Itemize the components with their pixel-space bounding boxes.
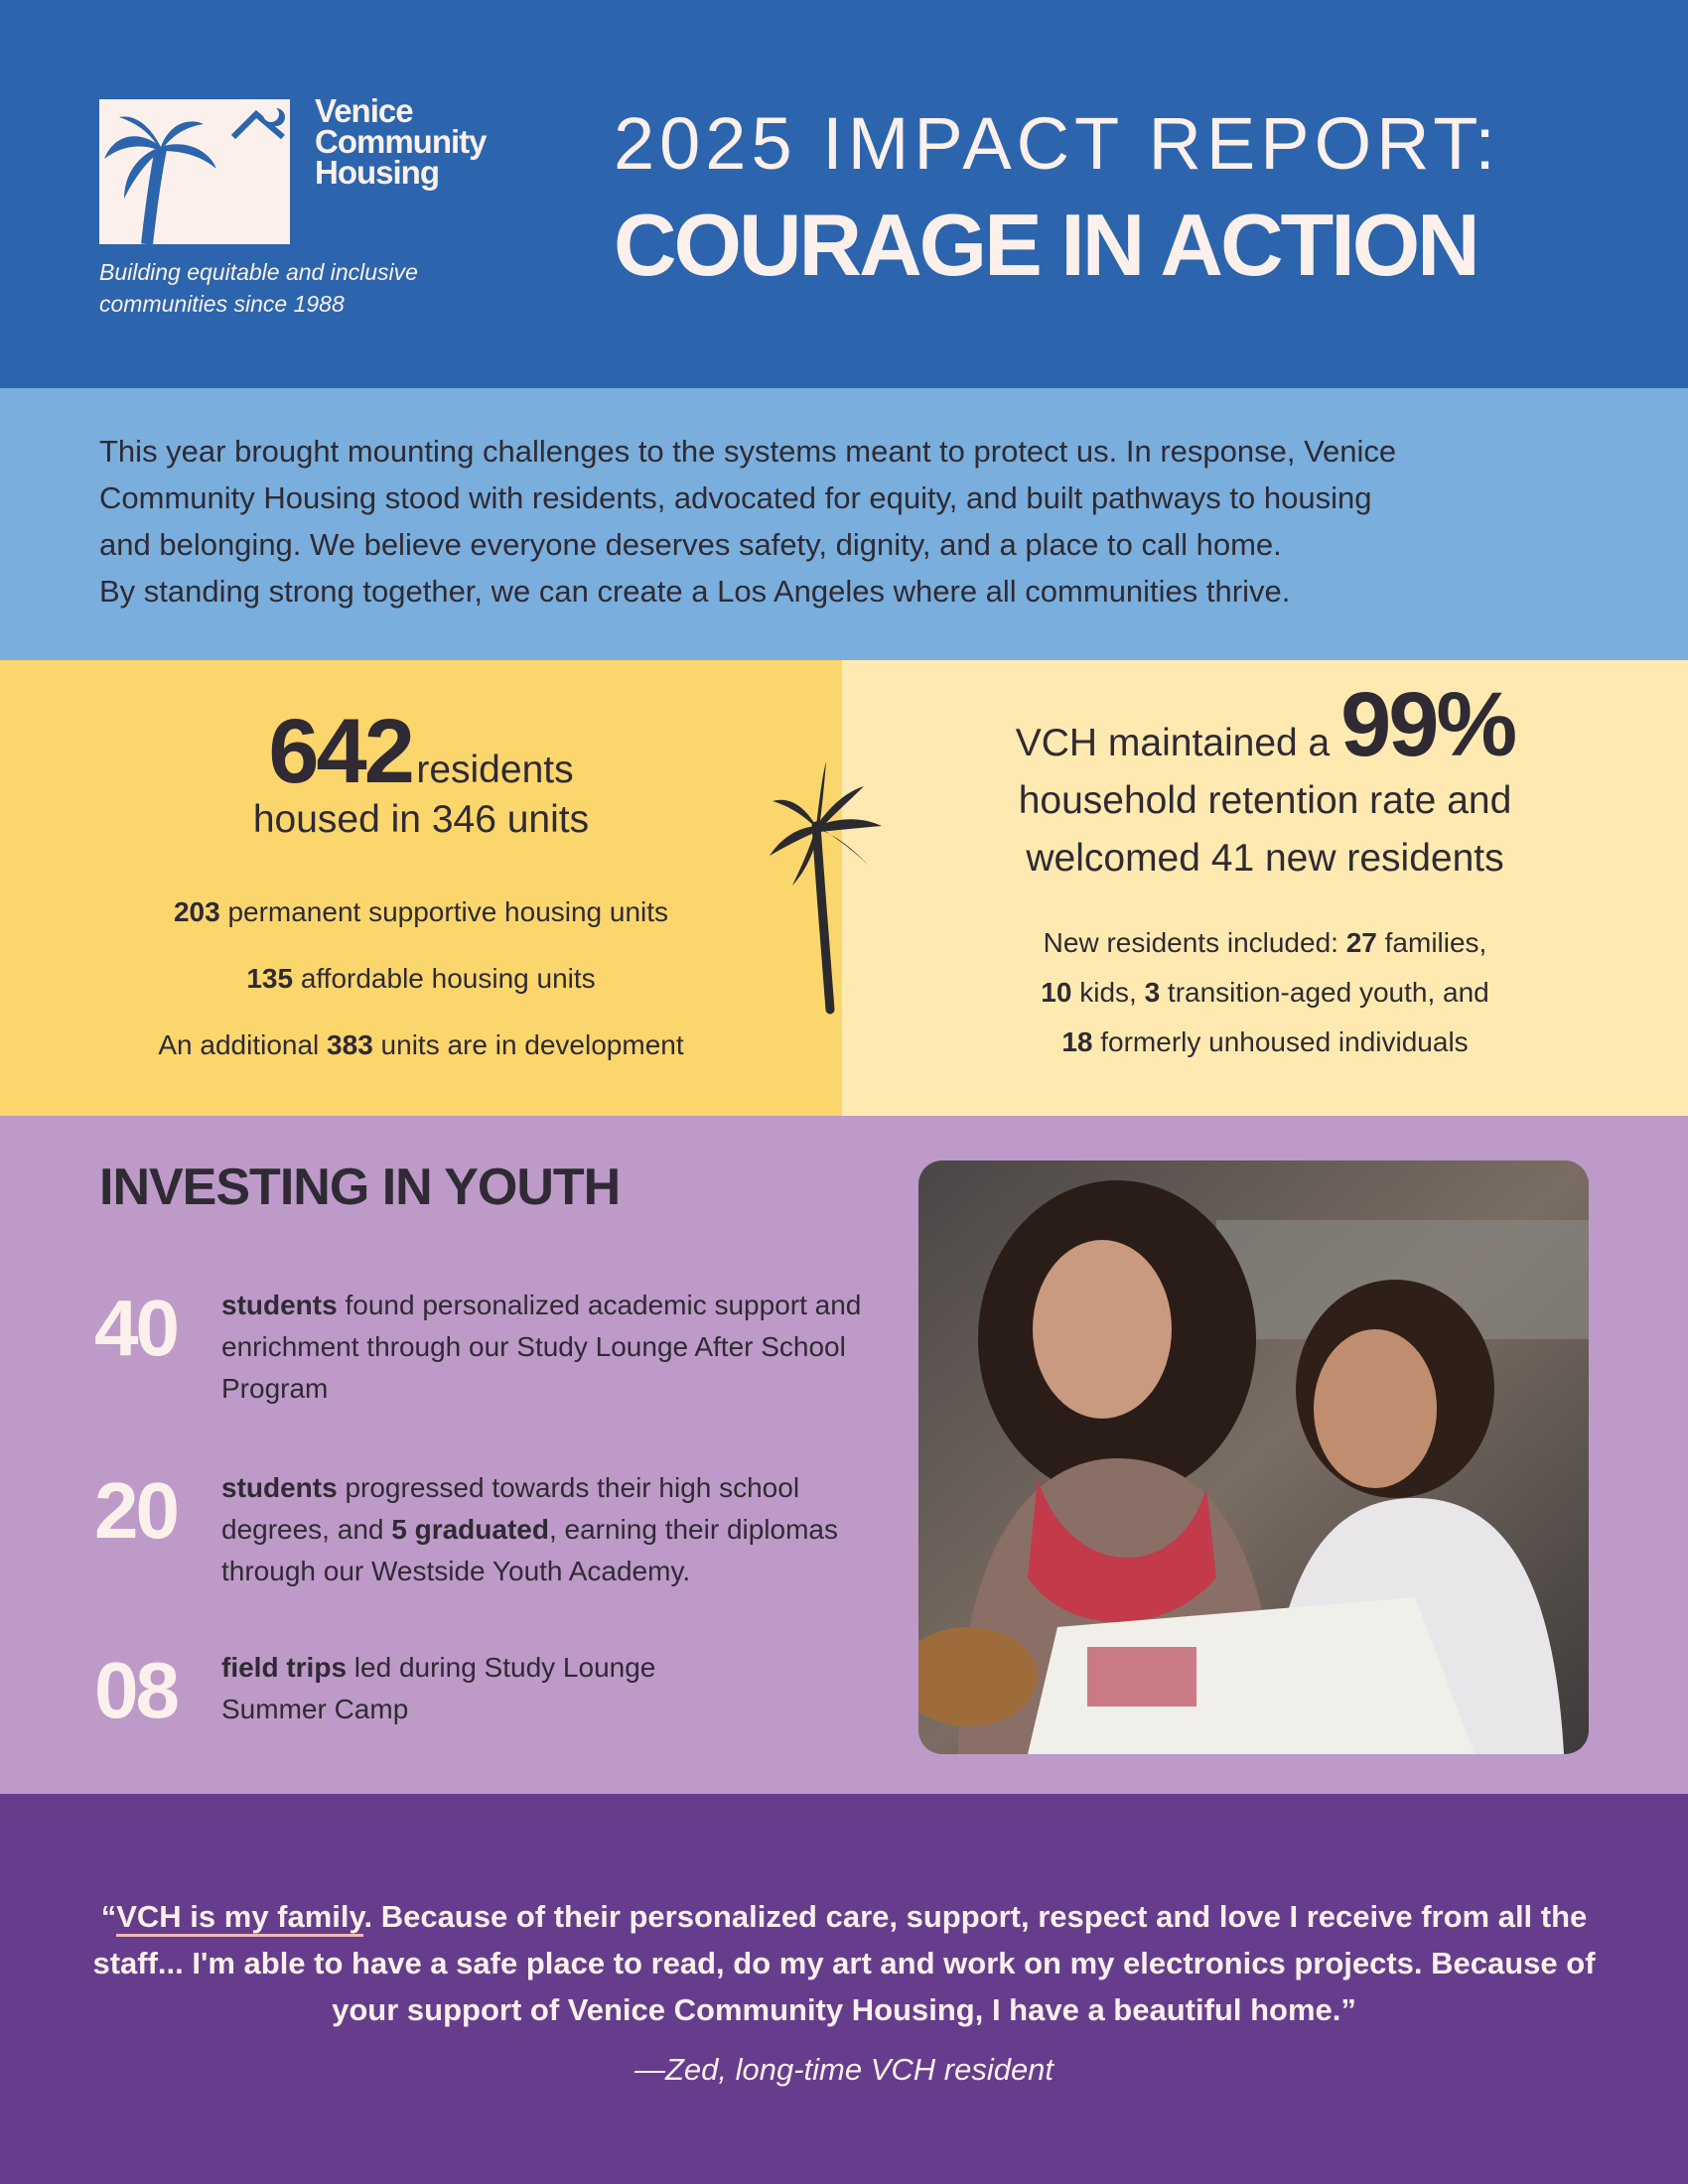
- quote-section: [0, 1794, 1688, 2184]
- intro-line: and belonging. We believe everyone deserves safety, dignity, and a place to call home.: [99, 527, 1282, 562]
- tagline-line: Building equitable and inclusive: [99, 259, 418, 285]
- stat-text: field trips led during Study Lounge Summer Camp: [221, 1652, 656, 1724]
- stat-text: students found personalized academic support and enrichment through our Study Lounge After School Program: [221, 1290, 862, 1404]
- header: [0, 0, 1688, 388]
- retention-line: household retention rate and: [1018, 779, 1512, 822]
- intro-line: By standing strong together, we can create a Los Angeles where all communities thrive.: [99, 574, 1291, 609]
- stat-number: 08: [94, 1646, 177, 1734]
- quote-attribution: —Zed, long-time VCH resident: [633, 2052, 1055, 2087]
- palm-tree-icon: [765, 756, 889, 1015]
- youth-section: [0, 1116, 1688, 1794]
- new-residents-details: New residents included: 27 families, 10 kids, 3 transition-aged youth, and 18 formerly unhoused individuals: [1041, 927, 1489, 1057]
- quote-highlight: VCH is my family: [116, 1899, 363, 1937]
- units-subtitle: housed in 346 units: [252, 798, 590, 841]
- tagline-line: communities since 1988: [99, 291, 345, 317]
- retention-rate: 99%: [1340, 674, 1515, 775]
- logo-line: Housing: [315, 154, 439, 191]
- report-subtitle: COURAGE IN ACTION: [614, 196, 1477, 294]
- residents-label: residents: [416, 749, 574, 791]
- logo-palm-house-icon: [99, 99, 290, 244]
- stat-number: 40: [94, 1284, 177, 1372]
- stat-number: 20: [94, 1466, 177, 1555]
- units-list: [0, 879, 842, 1078]
- stat-text: students progressed towards their high school degrees, and 5 graduated, earning their diplomas through our Westside Youth Academy.: [221, 1472, 838, 1586]
- resident-quote: “VCH is my family. Because of their personalized care, support, respect and love I receive from all the staff... I'm able to have a safe place to read, do my art and work on my electronics projects. Because of your support of Venice Community Housing, I have a beautiful home.”: [92, 1899, 1596, 2027]
- tutoring-photo: [918, 1160, 1589, 1754]
- logo-line: Community: [315, 123, 487, 160]
- units-item: 135 affordable housing units: [246, 963, 596, 994]
- logo-line: Venice: [315, 92, 413, 129]
- intro-section: [0, 388, 1688, 660]
- units-item: 203 permanent supportive housing units: [173, 896, 669, 927]
- youth-heading: INVESTING IN YOUTH: [99, 1159, 621, 1216]
- residents-stat: [0, 700, 842, 842]
- tagline: [99, 256, 418, 320]
- intro-line: Community Housing stood with residents, advocated for equity, and built pathways to housing: [99, 480, 1372, 515]
- units-item: An additional 383 units are in development: [158, 1029, 684, 1060]
- logo-text: [315, 92, 487, 191]
- intro-line: This year brought mounting challenges to the systems meant to protect us. In response, Venice: [99, 434, 1397, 469]
- retention-line: welcomed 41 new residents: [1026, 837, 1504, 880]
- report-title: 2025 IMPACT REPORT:: [614, 102, 1500, 185]
- residents-count: 642: [268, 701, 412, 802]
- retention-stat: VCH maintained a 99% household retention rate and welcomed 41 new residents: [842, 696, 1688, 887]
